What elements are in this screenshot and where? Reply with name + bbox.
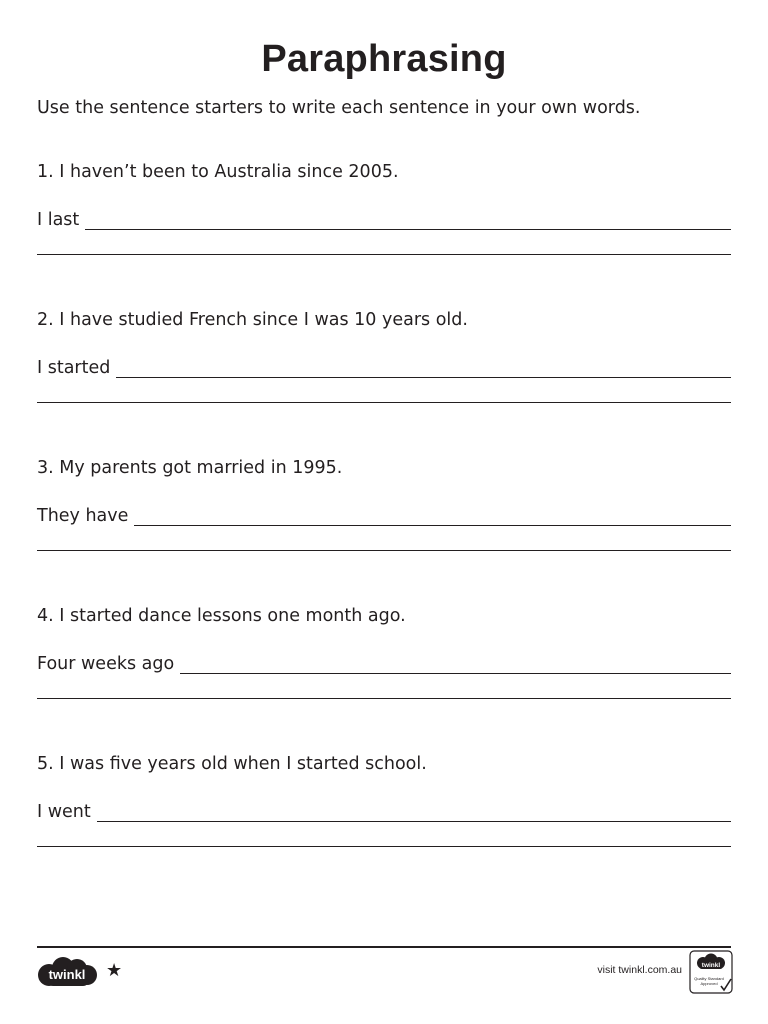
starter-row — [37, 798, 731, 824]
question-4 — [37, 604, 731, 724]
question-1 — [37, 160, 731, 280]
question-text: 4. I started dance lessons one month ago. — [37, 606, 406, 626]
starter-row — [37, 502, 731, 528]
sentence-starter: I last — [37, 210, 80, 230]
answer-line[interactable] — [180, 649, 731, 674]
visit-website-text: visit twinkl.com.au — [597, 964, 682, 976]
answer-line[interactable] — [134, 501, 731, 526]
sentence-starter: I went — [37, 802, 91, 822]
answer-line[interactable] — [116, 353, 731, 378]
page-title: Paraphrasing — [261, 38, 507, 80]
question-text: 5. I was five years old when I started school. — [37, 754, 427, 774]
sentence-starter: Four weeks ago — [37, 654, 175, 674]
footer-divider — [37, 946, 731, 948]
sentence-starter: I started — [37, 358, 111, 378]
question-text: 1. I haven’t been to Australia since 2005. — [37, 162, 399, 182]
question-text: 3. My parents got married in 1995. — [37, 458, 343, 478]
starter-row — [37, 206, 731, 232]
question-3 — [37, 456, 731, 576]
question-2 — [37, 308, 731, 428]
starter-row — [37, 650, 731, 676]
twinkl-cloud-logo — [35, 955, 99, 989]
starter-row — [37, 354, 731, 380]
instructions: Use the sentence starters to write each sentence in your own words. — [37, 98, 641, 118]
answer-line-continued[interactable] — [37, 698, 731, 699]
answer-line-continued[interactable] — [37, 846, 731, 847]
answer-line-continued[interactable] — [37, 550, 731, 551]
answer-line[interactable] — [97, 797, 731, 822]
star-icon: ★ — [106, 960, 123, 981]
answer-line-continued[interactable] — [37, 402, 731, 403]
sentence-starter: They have — [37, 506, 129, 526]
logo-text: twinkl — [48, 967, 86, 982]
badge-text-quality: Quality Standard — [694, 976, 724, 981]
question-5 — [37, 752, 731, 872]
quality-standard-badge — [689, 950, 733, 994]
badge-brand-text: twinkl — [701, 962, 721, 969]
badge-text-approved: Approved — [700, 981, 718, 986]
answer-line[interactable] — [85, 205, 731, 230]
answer-line-continued[interactable] — [37, 254, 731, 255]
question-text: 2. I have studied French since I was 10 years old. — [37, 310, 468, 330]
